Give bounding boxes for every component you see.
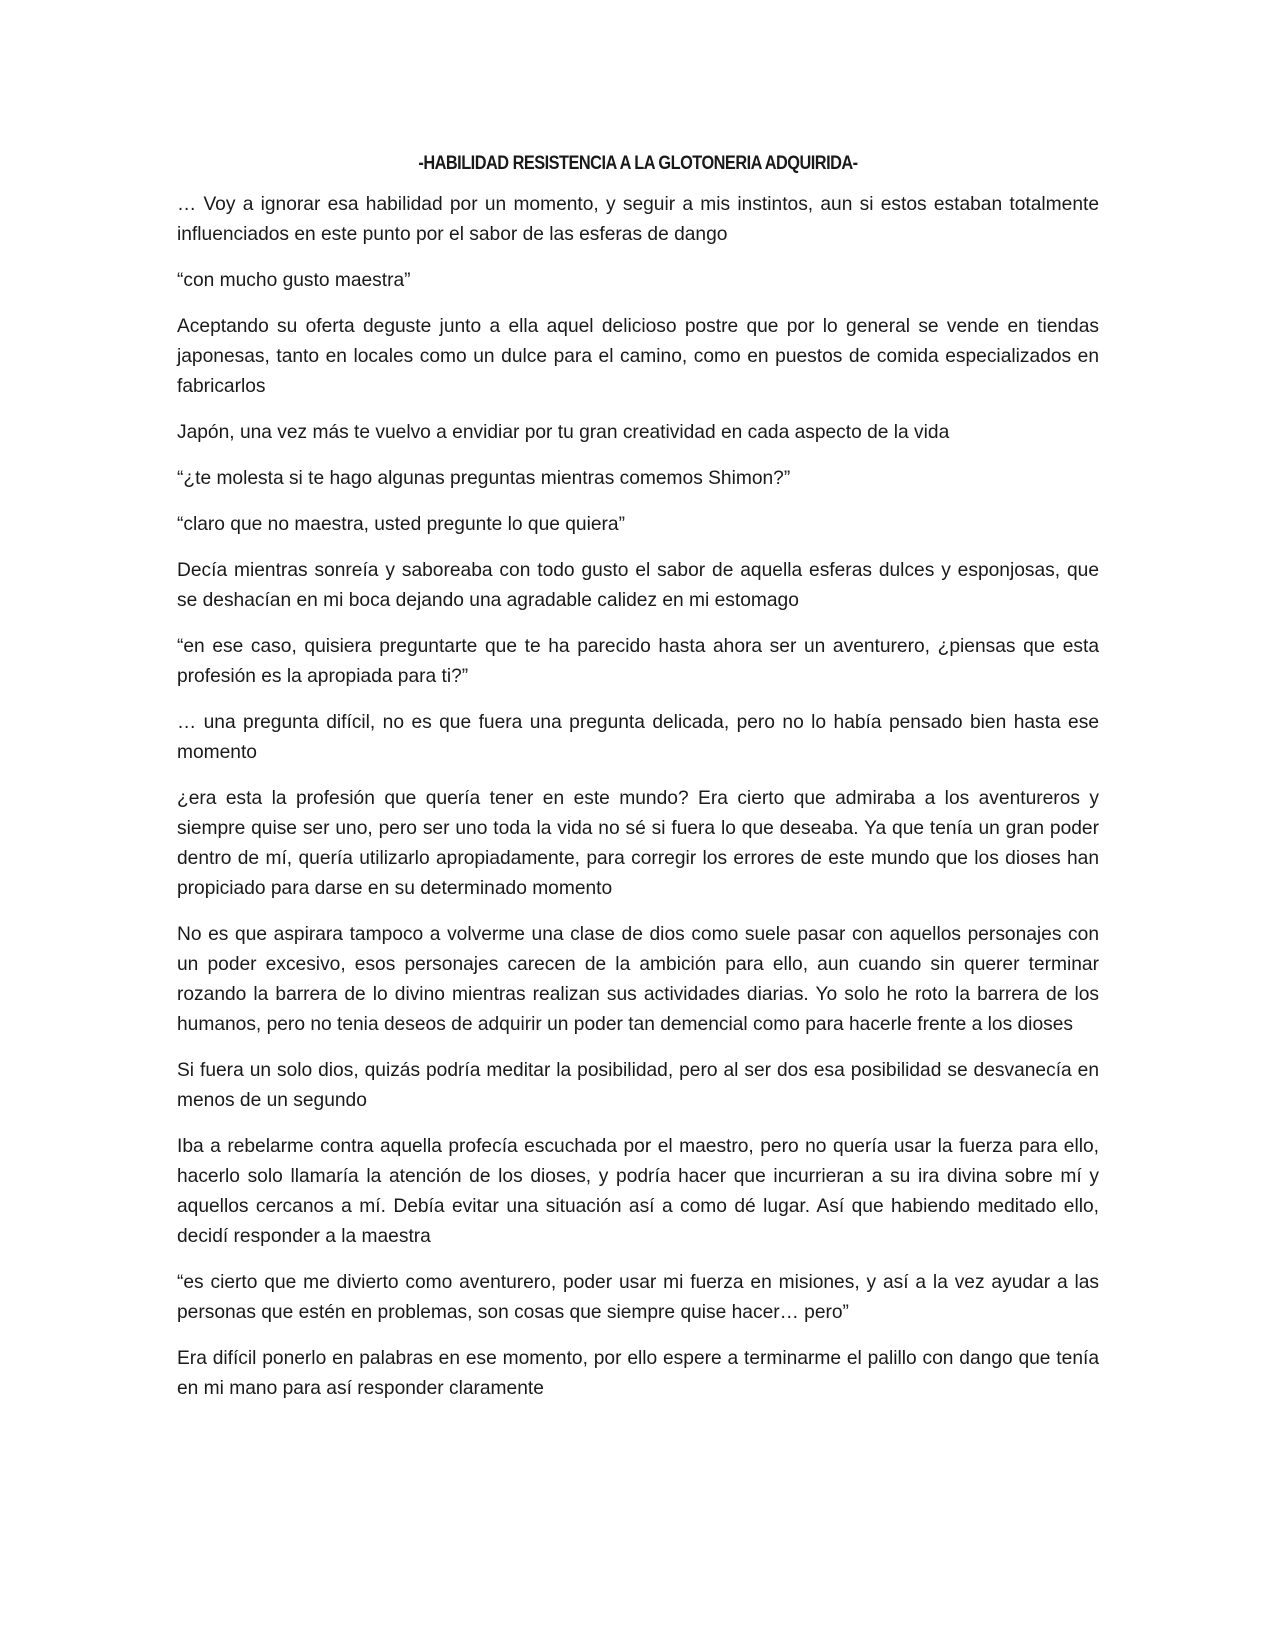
paragraph: Japón, una vez más te vuelvo a envidiar por tu gran creatividad en cada aspecto de la vida [177, 422, 950, 443]
paragraph: Si fuera un solo dios, quizás podría meditar la posibilidad, pero al ser dos esa posibilidad se desvanecía en menos de un segundo [177, 1060, 1099, 1111]
paragraph: “con mucho gusto maestra” [177, 270, 411, 291]
paragraph: “en ese caso, quisiera preguntarte que te ha parecido hasta ahora ser un aventurero, ¿piensas que esta profesión es la apropiada para ti?” [177, 636, 1099, 687]
paragraph: “claro que no maestra, usted pregunte lo que quiera” [177, 514, 625, 535]
paragraph: Era difícil ponerlo en palabras en ese momento, por ello espere a terminarme el palillo con dango que tenía en mi mano para así responder claramente [177, 1348, 1099, 1399]
paragraph: Decía mientras sonreía y saboreaba con todo gusto el sabor de aquella esferas dulces y esponjosas, que se deshacían en mi boca dejando una agradable calidez en mi estomago [177, 560, 1099, 611]
paragraph: “¿te molesta si te hago algunas preguntas mientras comemos Shimon?” [177, 468, 791, 489]
paragraph: ¿era esta la profesión que quería tener en este mundo? Era cierto que admiraba a los aventureros y siempre quise ser uno, pero ser uno toda la vida no sé si fuera lo que deseaba. Ya que tenía un gran poder dentro de mí, quería utilizarlo apropiadamente, para corregir los errores de este mundo que los dioses han propiciado para darse en su determinado momento [177, 788, 1099, 899]
document-body [177, 150, 1099, 1420]
paragraph: Iba a rebelarme contra aquella profecía escuchada por el maestro, pero no quería usar la fuerza para ello, hacerlo solo llamaría la atención de los dioses, y podría hacer que incurrieran a su ira divina sobre mí y aquellos cercanos a mí. Debía evitar una situación así a como dé lugar. Así que habiendo meditado ello, decidí responder a la maestra [177, 1136, 1099, 1247]
paragraph: “es cierto que me divierto como aventurero, poder usar mi fuerza en misiones, y así a la vez ayudar a las personas que estén en problemas, son cosas que siempre quise hacer… pero” [177, 1272, 1099, 1323]
paragraph: … una pregunta difícil, no es que fuera una pregunta delicada, pero no lo había pensado bien hasta ese momento [177, 712, 1099, 763]
paragraph: No es que aspirara tampoco a volverme una clase de dios como suele pasar con aquellos personajes con un poder excesivo, esos personajes carecen de la ambición para ello, aun cuando sin querer terminar rozando la barrera de lo divino mientras realizan sus actividades diarias. Yo solo he roto la barrera de los humanos, pero no tenia deseos de adquirir un poder tan demencial como para hacerle frente a los dioses [177, 924, 1099, 1035]
chapter-title: -HABILIDAD RESISTENCIA A LA GLOTONERIA ADQUIRIDA- [418, 153, 858, 174]
paragraph: … Voy a ignorar esa habilidad por un momento, y seguir a mis instintos, aun si estos estaban totalmente influenciados en este punto por el sabor de las esferas de dango [177, 194, 1099, 245]
paragraph: Aceptando su oferta deguste junto a ella aquel delicioso postre que por lo general se vende en tiendas japonesas, tanto en locales como un dulce para el camino, como en puestos de comida especializados en fabricarlos [177, 316, 1099, 397]
